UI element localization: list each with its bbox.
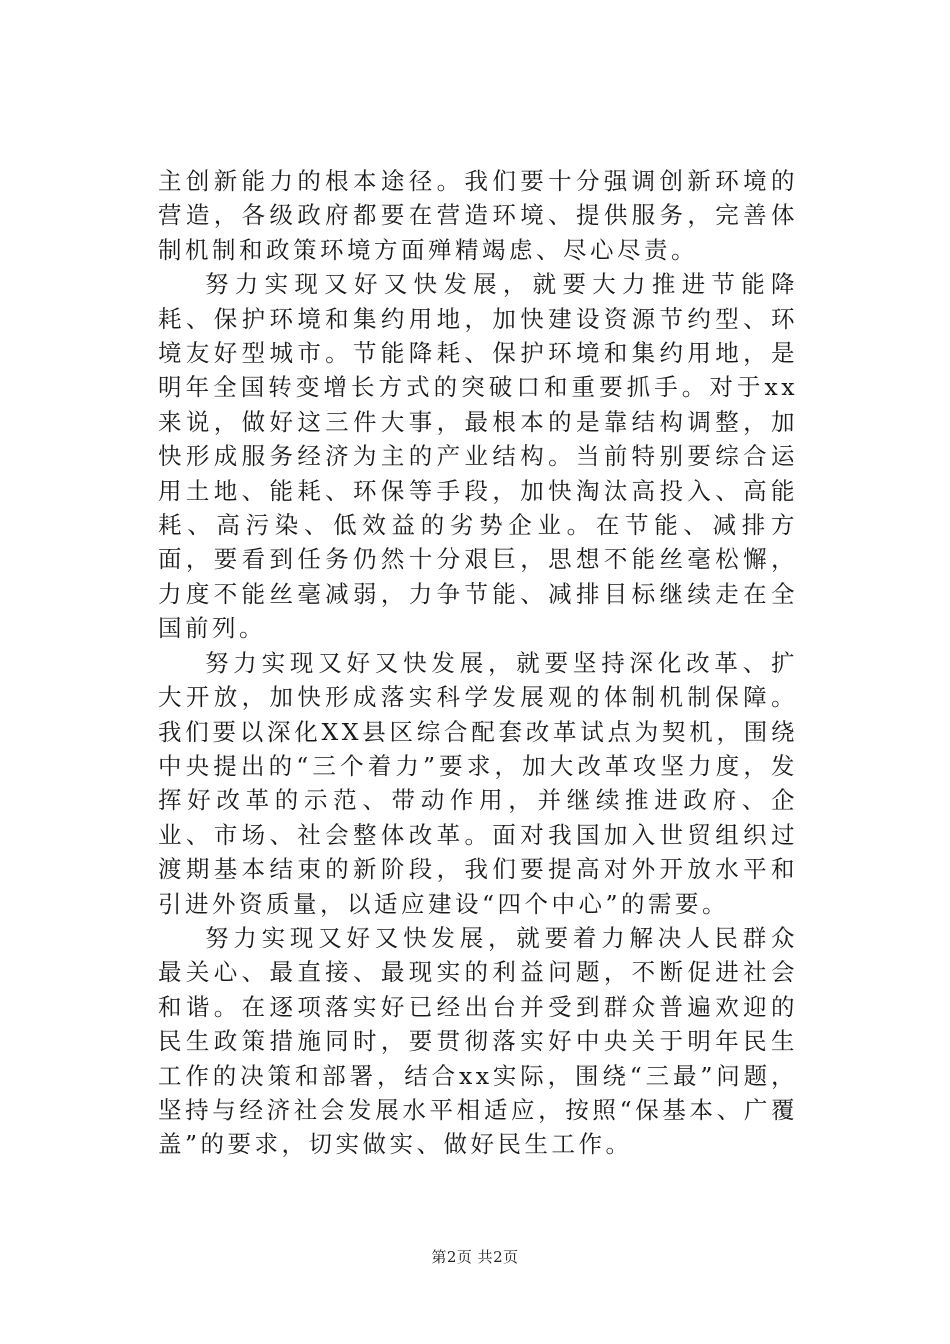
- document-body: [158, 164, 798, 1162]
- paragraph-livelihood: 努力实现又好又快发展，就要着力解决人民群众最关心、最直接、最现实的利益问题，不断促进社会和谐。在逐项落实好已经出台并受到群众普遍欢迎的民生政策措施同时，要贯彻落实好中央关于明年民生工作的决策和部署，结合xx实际，围绕“三最”问题，坚持与经济社会发展水平相适应，按照“保基本、广覆盖”的要求，切实做实、做好民生工作。: [158, 923, 798, 1159]
- paragraph-energy-saving: 努力实现又好又快发展，就要大力推进节能降耗、保护环境和集约用地，加快建设资源节约型、环境友好型城市。节能降耗、保护环境和集约用地，是明年全国转变增长方式的突破口和重要抓手。对于xx来说，做好这三件大事，最根本的是靠结构调整，加快形成服务经济为主的产业结构。当前特别要综合运用土地、能耗、环保等手段，加快淘汰高投入、高能耗、高污染、低效益的劣势企业。在节能、减排方面，要看到任务仍然十分艰巨，思想不能丝毫松懈，力度不能丝毫减弱，力争节能、减排目标继续走在全国前列。: [158, 270, 798, 643]
- paragraph-continuation: 主创新能力的根本途径。我们要十分强调创新环境的营造，各级政府都要在营造环境、提供服务，完善体制机制和政策环境方面殚精竭虑、尽心尽责。: [158, 167, 798, 264]
- page-number-footer: 第2页 共2页: [431, 1248, 519, 1266]
- paragraph-reform-opening: 努力实现又好又快发展，就要坚持深化改革、扩大开放，加快形成落实科学发展观的体制机制保障。我们要以深化XX县区综合配套改革试点为契机，围绕中央提出的“三个着力”要求，加大改革攻坚力度，发挥好改革的示范、带动作用，并继续推进政府、企业、市场、社会整体改革。面对我国加入世贸组织过渡期基本结束的新阶段，我们要提高对外开放水平和引进外资质量，以适应建设“四个中心”的需要。: [158, 648, 798, 918]
